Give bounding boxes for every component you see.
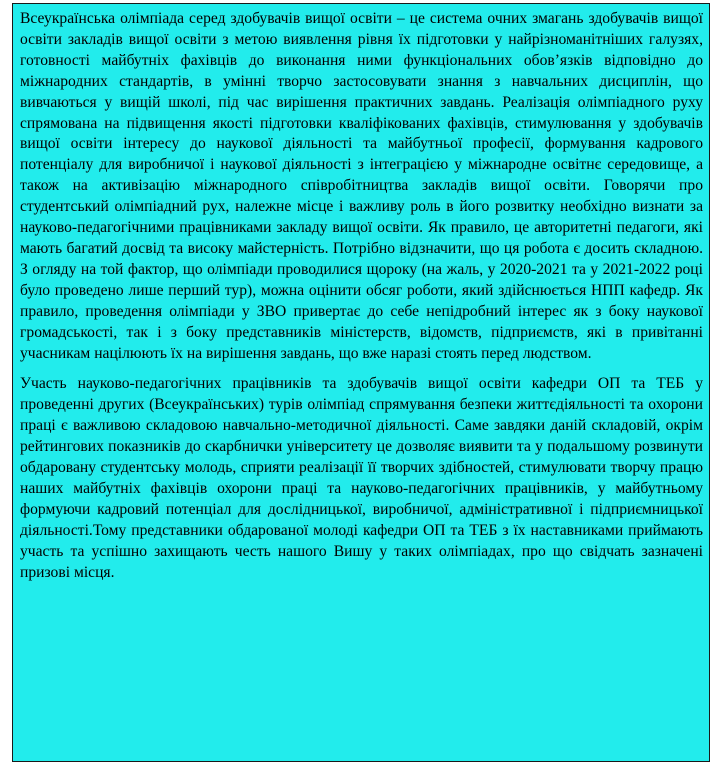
paragraph-olympiad-description: Всеукраїнська олімпіада серед здобувачів вищої освіти – це система очних змагань здобувачів вищої освіти закладів вищої освіти з метою виявлення рівня їх підготовки у найрізноманітніших галузях, готовності майбутніх фахівців до виконання ними функціональних обов’язків відповідно до міжнародних стандартів, в умінні творчо застосовувати знання з навчальних дисциплін, що вивчаються у вищій школі, під час вирішення практичних завдань. Реалізація олімпіадного руху спрямована на підвищення якості підготовки кваліфікованих фахівців, стимулювання у здобувачів вищої освіти інтересу до наукової діяльності та майбутньої професії, формування кадрового потенціалу для виробничої і наукової діяльності з інтеграцією у міжнародне освітнє середовище, а також на активізацію міжнародного співробітництва закладів вищої освіти. Говорячи про студентський олімпіадний рух, належне місце і важливу роль в його розвитку необхідно визнати за науково-педагогічними працівниками закладу вищої освіти. Як правило, це авторитетні педагоги, які мають багатий досвід та високу майстерність. Потрібно відзначити, що ця робота є досить складною. З огляду на той фактор, що олімпіади проводилися щороку (на жаль, у 2020-2021 та у 2021-2022 році було проведено лише перший тур), можна оцінити обсяг роботи, який здійснюється НПП кафедр. Як правило, проведення олімпіади у ЗВО привертає до себе непідробний інтерес як з боку наукової громадськості, так і з боку представників міністерств, відомств, підприємств, які в привітанні учасникам націлюють їх на вирішення завдань, що вже наразі стоять перед людством. — [20, 10, 703, 362]
text-box — [12, 3, 710, 762]
paragraph-department-participation: Участь науково-педагогічних працівників та здобувачів вищої освіти кафедри ОП та ТЕБ у проведенні других (Всеукраїнських) турів олімпіад спрямування безпеки життєдіяльності та охорони праці є важливою складовою навчально-методичної діяльності. Саме завдяки даній складовій, окрім рейтингових показників до скарбнички університету це дозволяє виявити та у подальшому розвинути обдаровану студентську молодь, сприяти реалізації її творчих здібностей, стимулювати творчу працю наших майбутніх фахівців охорони праці та науково-педагогічних працівників, у майбутньому формуючи кадровий потенціал для дослідницької, виробничої, адміністративної і підприємницької діяльності.Тому представники обдарованої молоді кафедри ОП та ТЕБ з їх наставниками приймають участь та успішно захищають честь нашого Вишу у таких олімпіадах, про що свідчать зазначені призові місця. — [20, 375, 703, 581]
